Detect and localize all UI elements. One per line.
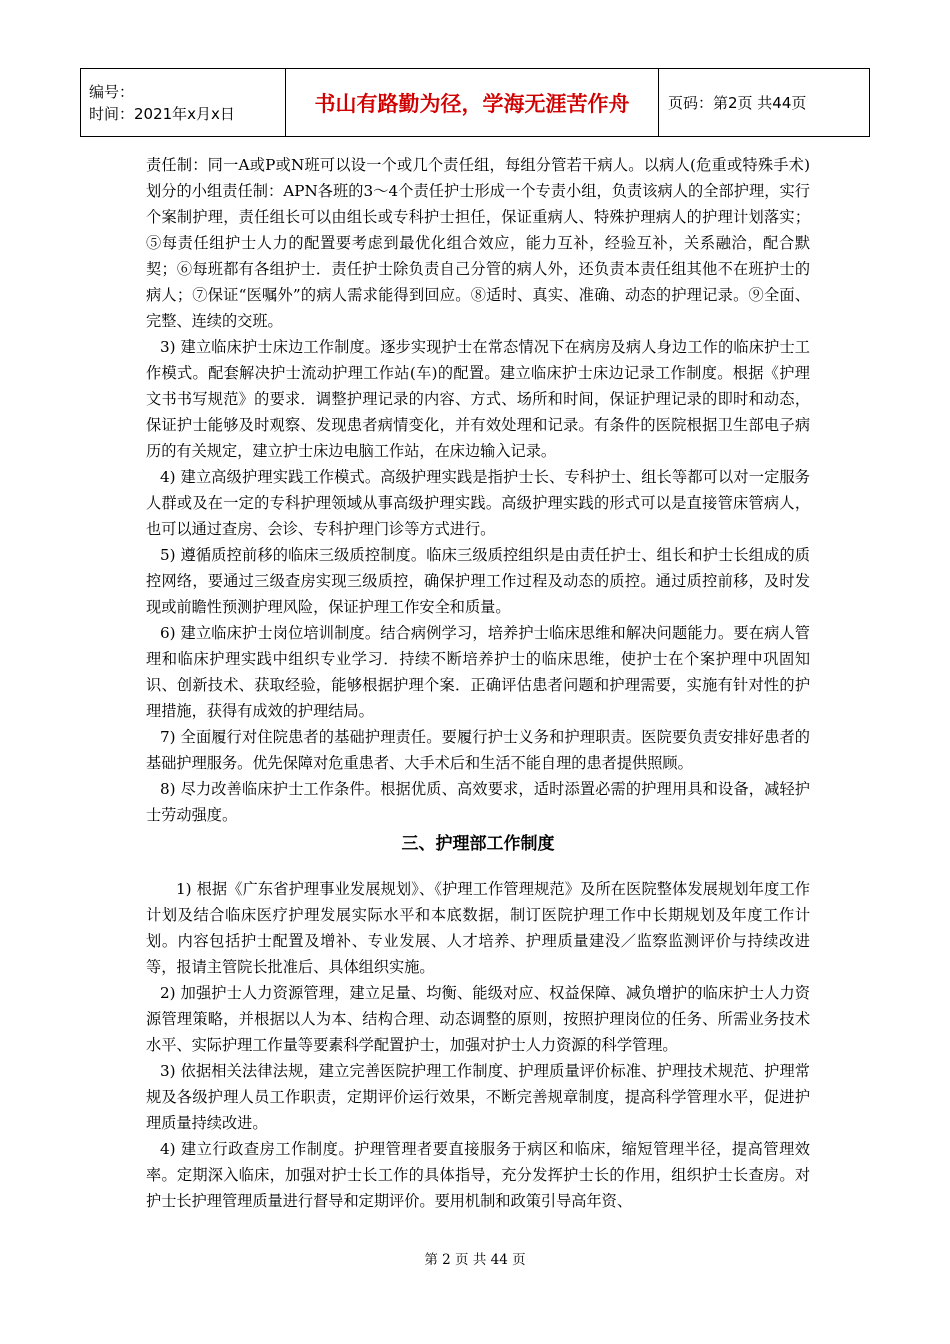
paragraph: 责任制：同一A或P或N班可以设一个或几个责任组，每组分管若干病人。以病人(危重或特殊手术)划分的小组责任制：APN各班的3～4个责任护士形成一个专责小组，负责该病人的全部护理，实行个案制护理，责任组长可以由组长或专科护士担任，保证重病人、特殊护理病人的护理计划落实；⑤每责任组护士人力的配置要考虑到最优化组合效应，能力互补，经验互补，关系融洽，配合默契；⑥每班都有各组护士．责任护士除负责自己分管的病人外，还负责本责任组其他不在班护士的病人；⑦保证“医嘱外”的病人需求能得到回应。⑧适时、真实、准确、动态的护理记录。⑨全面、完整、连续的交班。 <box>146 156 810 330</box>
paragraph: 5) 遵循质控前移的临床三级质控制度。临床三级质控组织是由责任护士、组长和护士长组成的质控网络，要通过三级查房实现三级质控，确保护理工作过程及动态的质控。通过质控前移，及时发现或前瞻性预测护理风险，保证护理工作安全和质量。 <box>146 546 810 616</box>
document-body <box>146 152 810 1214</box>
header-motto: 书山有路勤为径，学海无涯苦作舟 <box>286 69 659 137</box>
document-number-label: 编号： <box>89 82 135 101</box>
paragraph: 4) 建立行政查房工作制度。护理管理者要直接服务于病区和临床，缩短管理半径，提高管理效率。定期深入临床，加强对护士长工作的具体指导，充分发挥护士长的作用，组织护士长查房。对护士长护理管理质量进行督导和定期评价。要用机制和政策引导高年资、 <box>146 1140 810 1210</box>
page-header-table <box>80 68 870 137</box>
document-date-label: 时间：2021年x月x日 <box>89 104 235 123</box>
paragraph: 3) 依据相关法律法规，建立完善医院护理工作制度、护理质量评价标准、护理技术规范、护理常规及各级护理人员工作职责，定期评价运行效果，不断完善规章制度，提高科学管理水平，促进护理质量持续改进。 <box>146 1062 810 1132</box>
paragraph: 3) 建立临床护士床边工作制度。逐步实现护士在常态情况下在病房及病人身边工作的临床护士工作模式。配套解决护士流动护理工作站(车)的配置。建立临床护士床边记录工作制度。根据《护理文书书写规范》的要求．调整护理记录的内容、方式、场所和时间，保证护理记录的即时和动态，保证护士能够及时观察、发现患者病情变化，并有效处理和记录。有条件的医院根据卫生部电子病历的有关规定，建立护士床边电脑工作站，在床边输入记录。 <box>146 338 810 460</box>
paragraph: 8) 尽力改善临床护士工作条件。根据优质、高效要求，适时添置必需的护理用具和设备，减轻护士劳动强度。 <box>146 780 810 824</box>
paragraph: 6) 建立临床护士岗位培训制度。结合病例学习，培养护士临床思维和解决问题能力。要在病人管理和临床护理实践中组织专业学习．持续不断培养护士的临床思维，使护士在个案护理中巩固知识、创新技术、获取经验，能够根据护理个案．正确评估患者问题和护理需要，实施有针对性的护理措施，获得有成效的护理结局。 <box>146 624 810 720</box>
paragraph: 7) 全面履行对住院患者的基础护理责任。要履行护士义务和护理职责。医院要负责安排好患者的基础护理服务。优先保障对危重患者、大手术后和生活不能自理的患者提供照顾。 <box>146 728 810 772</box>
paragraph: 2) 加强护士人力资源管理，建立足量、均衡、能级对应、权益保障、减负增护的临床护士人力资源管理策略，并根据以人为本、结构合理、动态调整的原则，按照护理岗位的任务、所需业务技术水平、实际护理工作量等要素科学配置护士，加强对护士人力资源的科学管理。 <box>146 984 810 1054</box>
page-footer: 第 2 页 共 44 页 <box>424 1252 526 1268</box>
header-page-info: 页码：第2页 共44页 <box>659 69 870 137</box>
paragraph: 1) 根据《广东省护理事业发展规划》、《护理工作管理规范》及所在医院整体发展规划年度工作计划及结合临床医疗护理发展实际水平和本底数据，制订医院护理工作中长期规划及年度工作计划。内容包括护士配置及增补、专业发展、人才培养、护理质量建没／监察监测评价与持续改进等，报请主管院长批准后、具体组织实施。 <box>146 880 810 976</box>
section-heading: 三、护理部工作制度 <box>401 834 555 854</box>
header-meta-cell <box>81 69 286 137</box>
paragraph: 4) 建立高级护理实践工作模式。高级护理实践是指护士长、专科护士、组长等都可以对一定服务人群或及在一定的专科护理领域从事高级护理实践。高级护理实践的形式可以是直接管床管病人，也可以通过查房、会诊、专科护理门诊等方式进行。 <box>146 468 810 538</box>
